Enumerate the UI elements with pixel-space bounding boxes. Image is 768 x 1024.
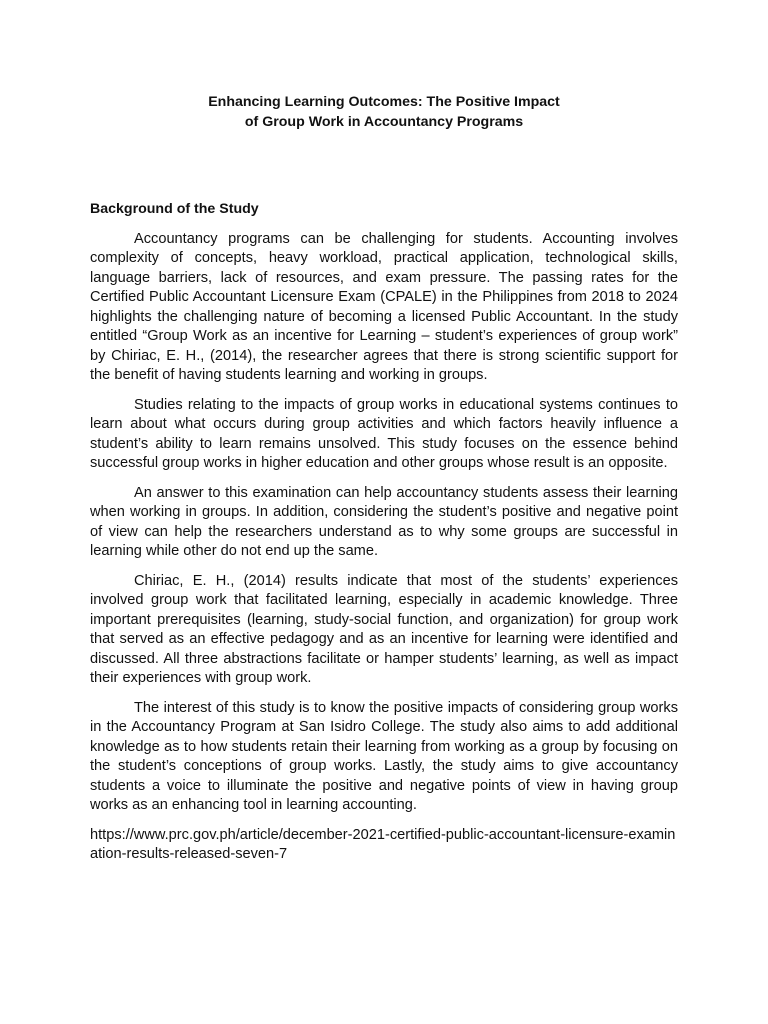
reference-url: https://www.prc.gov.ph/article/december-2021-certified-public-accountant-licensure-examination-results-released-seven-7 [90,826,676,862]
title-line-1: Enhancing Learning Outcomes: The Positive Impact [208,94,560,110]
document-title [90,93,678,132]
section-heading: Background of the Study [90,201,259,217]
title-line-2: of Group Work in Accountancy Programs [244,113,524,130]
paragraph-1: Accountancy programs can be challenging for students. Accounting involves complexity of concepts, heavy workload, practical application, technological skills, language barriers, lack of resources, and exam pressure. The passing rates for the Certified Public Accountant Licensure Exam (CPALE) in the Philippines from 2018 to 2024 highlights the challenging nature of becoming a licensed Public Accountant. In the study entitled “Group Work as an incentive for Learning – student’s experiences of group work” by Chiriac, E. H., (2014), the researcher agrees that there is strong scientific support for the benefit of having students learning and working in groups. [90,230,678,383]
document-body [90,200,678,865]
paragraph-2: Studies relating to the impacts of group works in educational systems continues to learn about what occurs during group activities and which factors heavily influence a student’s ability to learn remains unsolved. This study focuses on the essence behind successful group works in higher education and other groups whose result is an opposite. [90,396,678,471]
paragraph-5: The interest of this study is to know the positive impacts of considering group works in the Accountancy Program at San Isidro College. The study also aims to add additional knowledge as to how students retain their learning from working as a group by focusing on the student’s conceptions of group works. Lastly, the study aims to give accountancy students a voice to illuminate the positive and negative points of view in having group works as an enhancing tool in learning accounting. [90,699,678,813]
paragraph-4: Chiriac, E. H., (2014) results indicate that most of the students’ experiences involved group work that facilitated learning, especially in academic knowledge. Three important prerequisites (learning, study-social function, and organization) for group work that served as an effective pedagogy and as an incentive for learning were identified and discussed. All three abstractions facilitate or hamper students’ learning, as well as impact their experiences with group work. [90,572,678,686]
paragraph-3: An answer to this examination can help accountancy students assess their learning when working in groups. In addition, considering the student’s positive and negative point of view can help the researchers understand as to why some groups are successful in learning while other do not end up the same. [90,484,678,559]
